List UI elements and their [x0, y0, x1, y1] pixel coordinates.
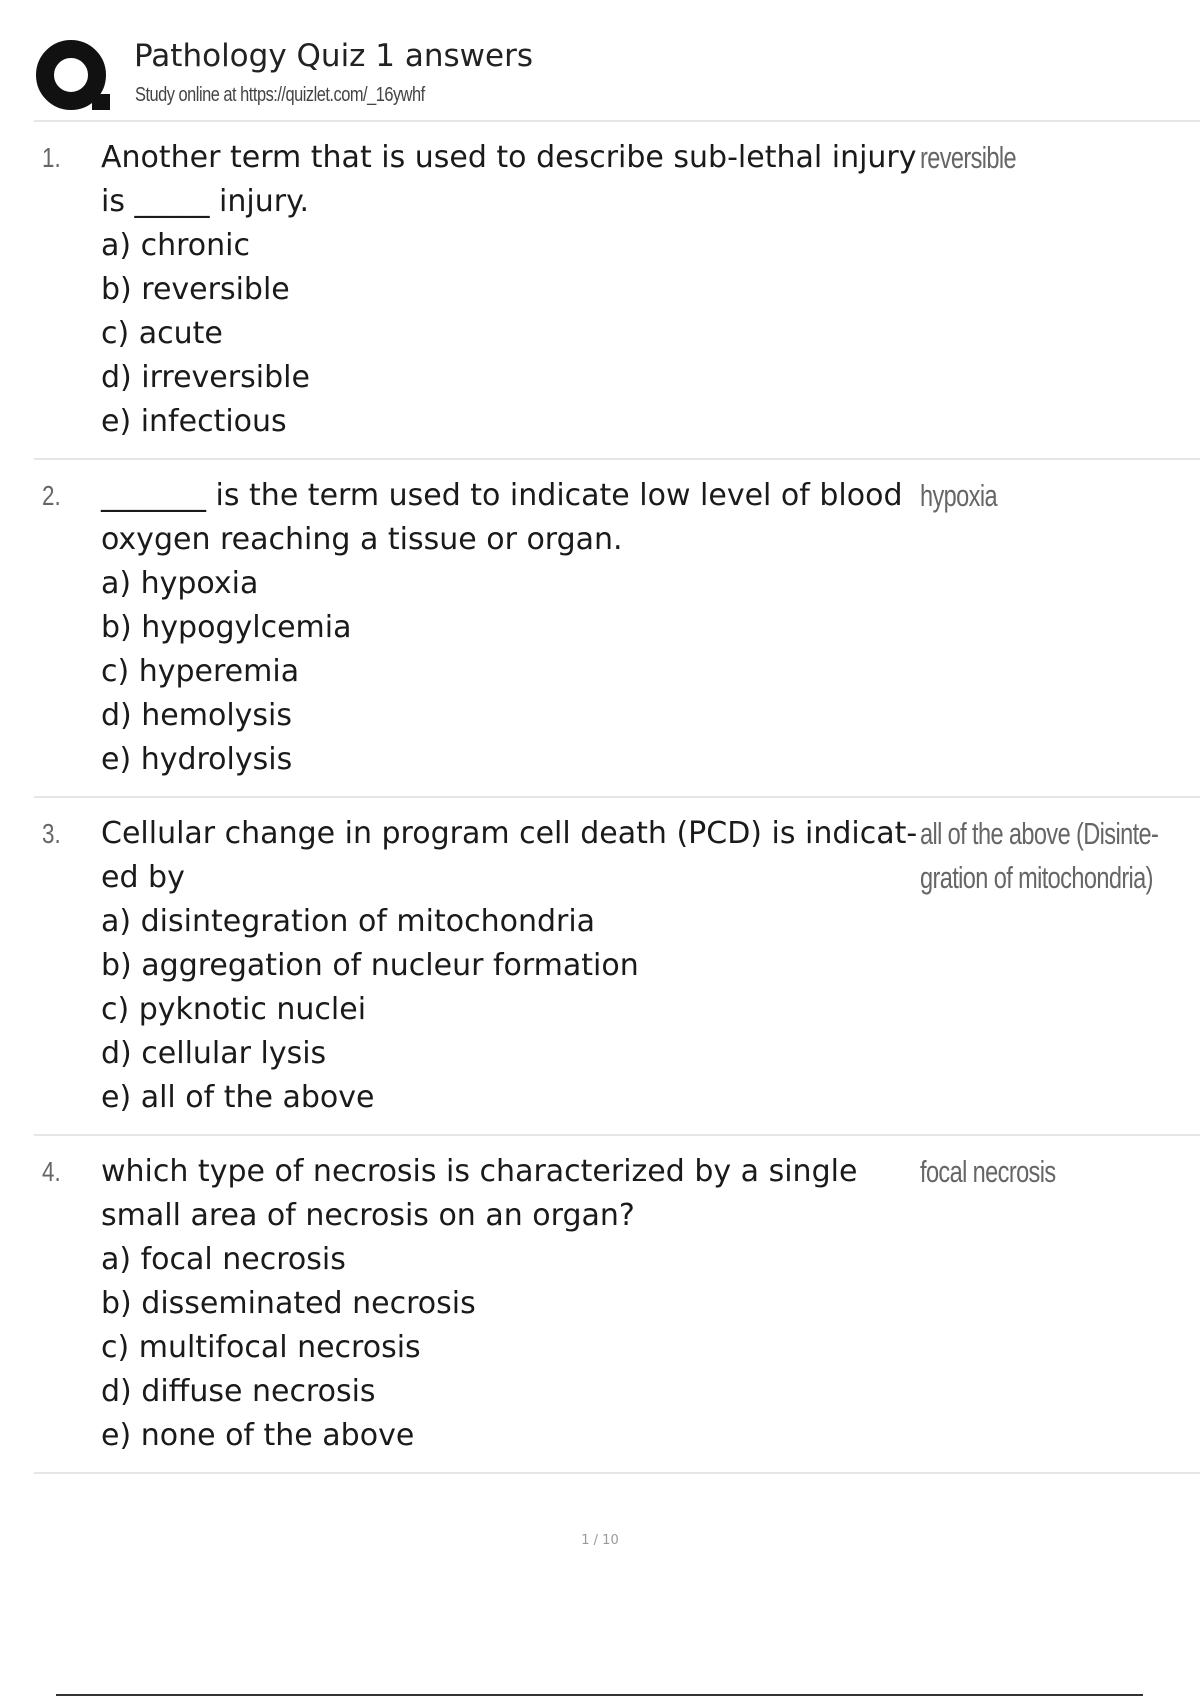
question-text: Cellular change in program cell death (PCD) is indicat- ed by — [101, 816, 918, 895]
option-item: c) hyperemia — [101, 654, 300, 689]
option-item: d) hemolysis — [101, 698, 293, 733]
question-body — [101, 136, 921, 444]
page-number: 1 / 10 — [581, 1533, 619, 1548]
question-text: Another term that is used to describe sub-lethal injury is _____ injury. — [101, 140, 917, 219]
option-item: b) hypogylcemia — [101, 610, 352, 645]
option-item: c) pyknotic nuclei — [101, 992, 367, 1027]
answer-text: hypoxia — [920, 478, 997, 513]
option-item: e) hydrolysis — [101, 742, 293, 777]
option-list — [101, 224, 921, 444]
question-1 — [34, 122, 1200, 460]
option-item: d) diffuse necrosis — [101, 1374, 376, 1409]
option-item: b) aggregation of nucleur formation — [101, 948, 639, 983]
option-item: c) acute — [101, 316, 223, 351]
document-header — [34, 34, 1200, 122]
option-list — [101, 900, 921, 1120]
answer-text: focal necrosis — [920, 1154, 1056, 1189]
option-item: a) disintegration of mitochondria — [101, 904, 596, 939]
question-body — [101, 474, 921, 782]
answer-text: reversible — [920, 140, 1017, 175]
option-item: a) chronic — [101, 228, 251, 263]
question-number: 4. — [42, 1156, 61, 1187]
option-item: a) focal necrosis — [101, 1242, 346, 1277]
question-3 — [34, 798, 1200, 1136]
question-text: which type of necrosis is characterized by a single small area of necrosis on an organ? — [101, 1154, 858, 1233]
document-title: Pathology Quiz 1 answers — [134, 38, 534, 74]
option-item: d) cellular lysis — [101, 1036, 327, 1071]
option-list — [101, 562, 921, 782]
question-number: 3. — [42, 818, 61, 849]
option-item: b) disseminated necrosis — [101, 1286, 476, 1321]
question-number: 1. — [42, 142, 61, 173]
question-body — [101, 812, 921, 1120]
option-item: a) hypoxia — [101, 566, 259, 601]
quizlet-logo-icon — [34, 38, 112, 116]
question-2 — [34, 460, 1200, 798]
option-item: d) irreversible — [101, 360, 310, 395]
option-item: e) none of the above — [101, 1418, 415, 1453]
document-subtitle: Study online at https://quizlet.com/_16ywhf — [135, 84, 425, 106]
question-number: 2. — [42, 480, 61, 511]
answer-text: all of the above (Disinte- gration of mitochondria) — [920, 816, 1159, 895]
footer-divider — [56, 1694, 1143, 1696]
option-item: b) reversible — [101, 272, 290, 307]
option-list — [101, 1238, 921, 1458]
question-body — [101, 1150, 921, 1458]
option-item: c) multifocal necrosis — [101, 1330, 421, 1365]
option-item: e) all of the above — [101, 1080, 375, 1115]
question-text: _______ is the term used to indicate low level of blood oxygen reaching a tissue or organ. — [101, 478, 903, 557]
option-item: e) infectious — [101, 404, 287, 439]
question-4 — [34, 1136, 1200, 1474]
